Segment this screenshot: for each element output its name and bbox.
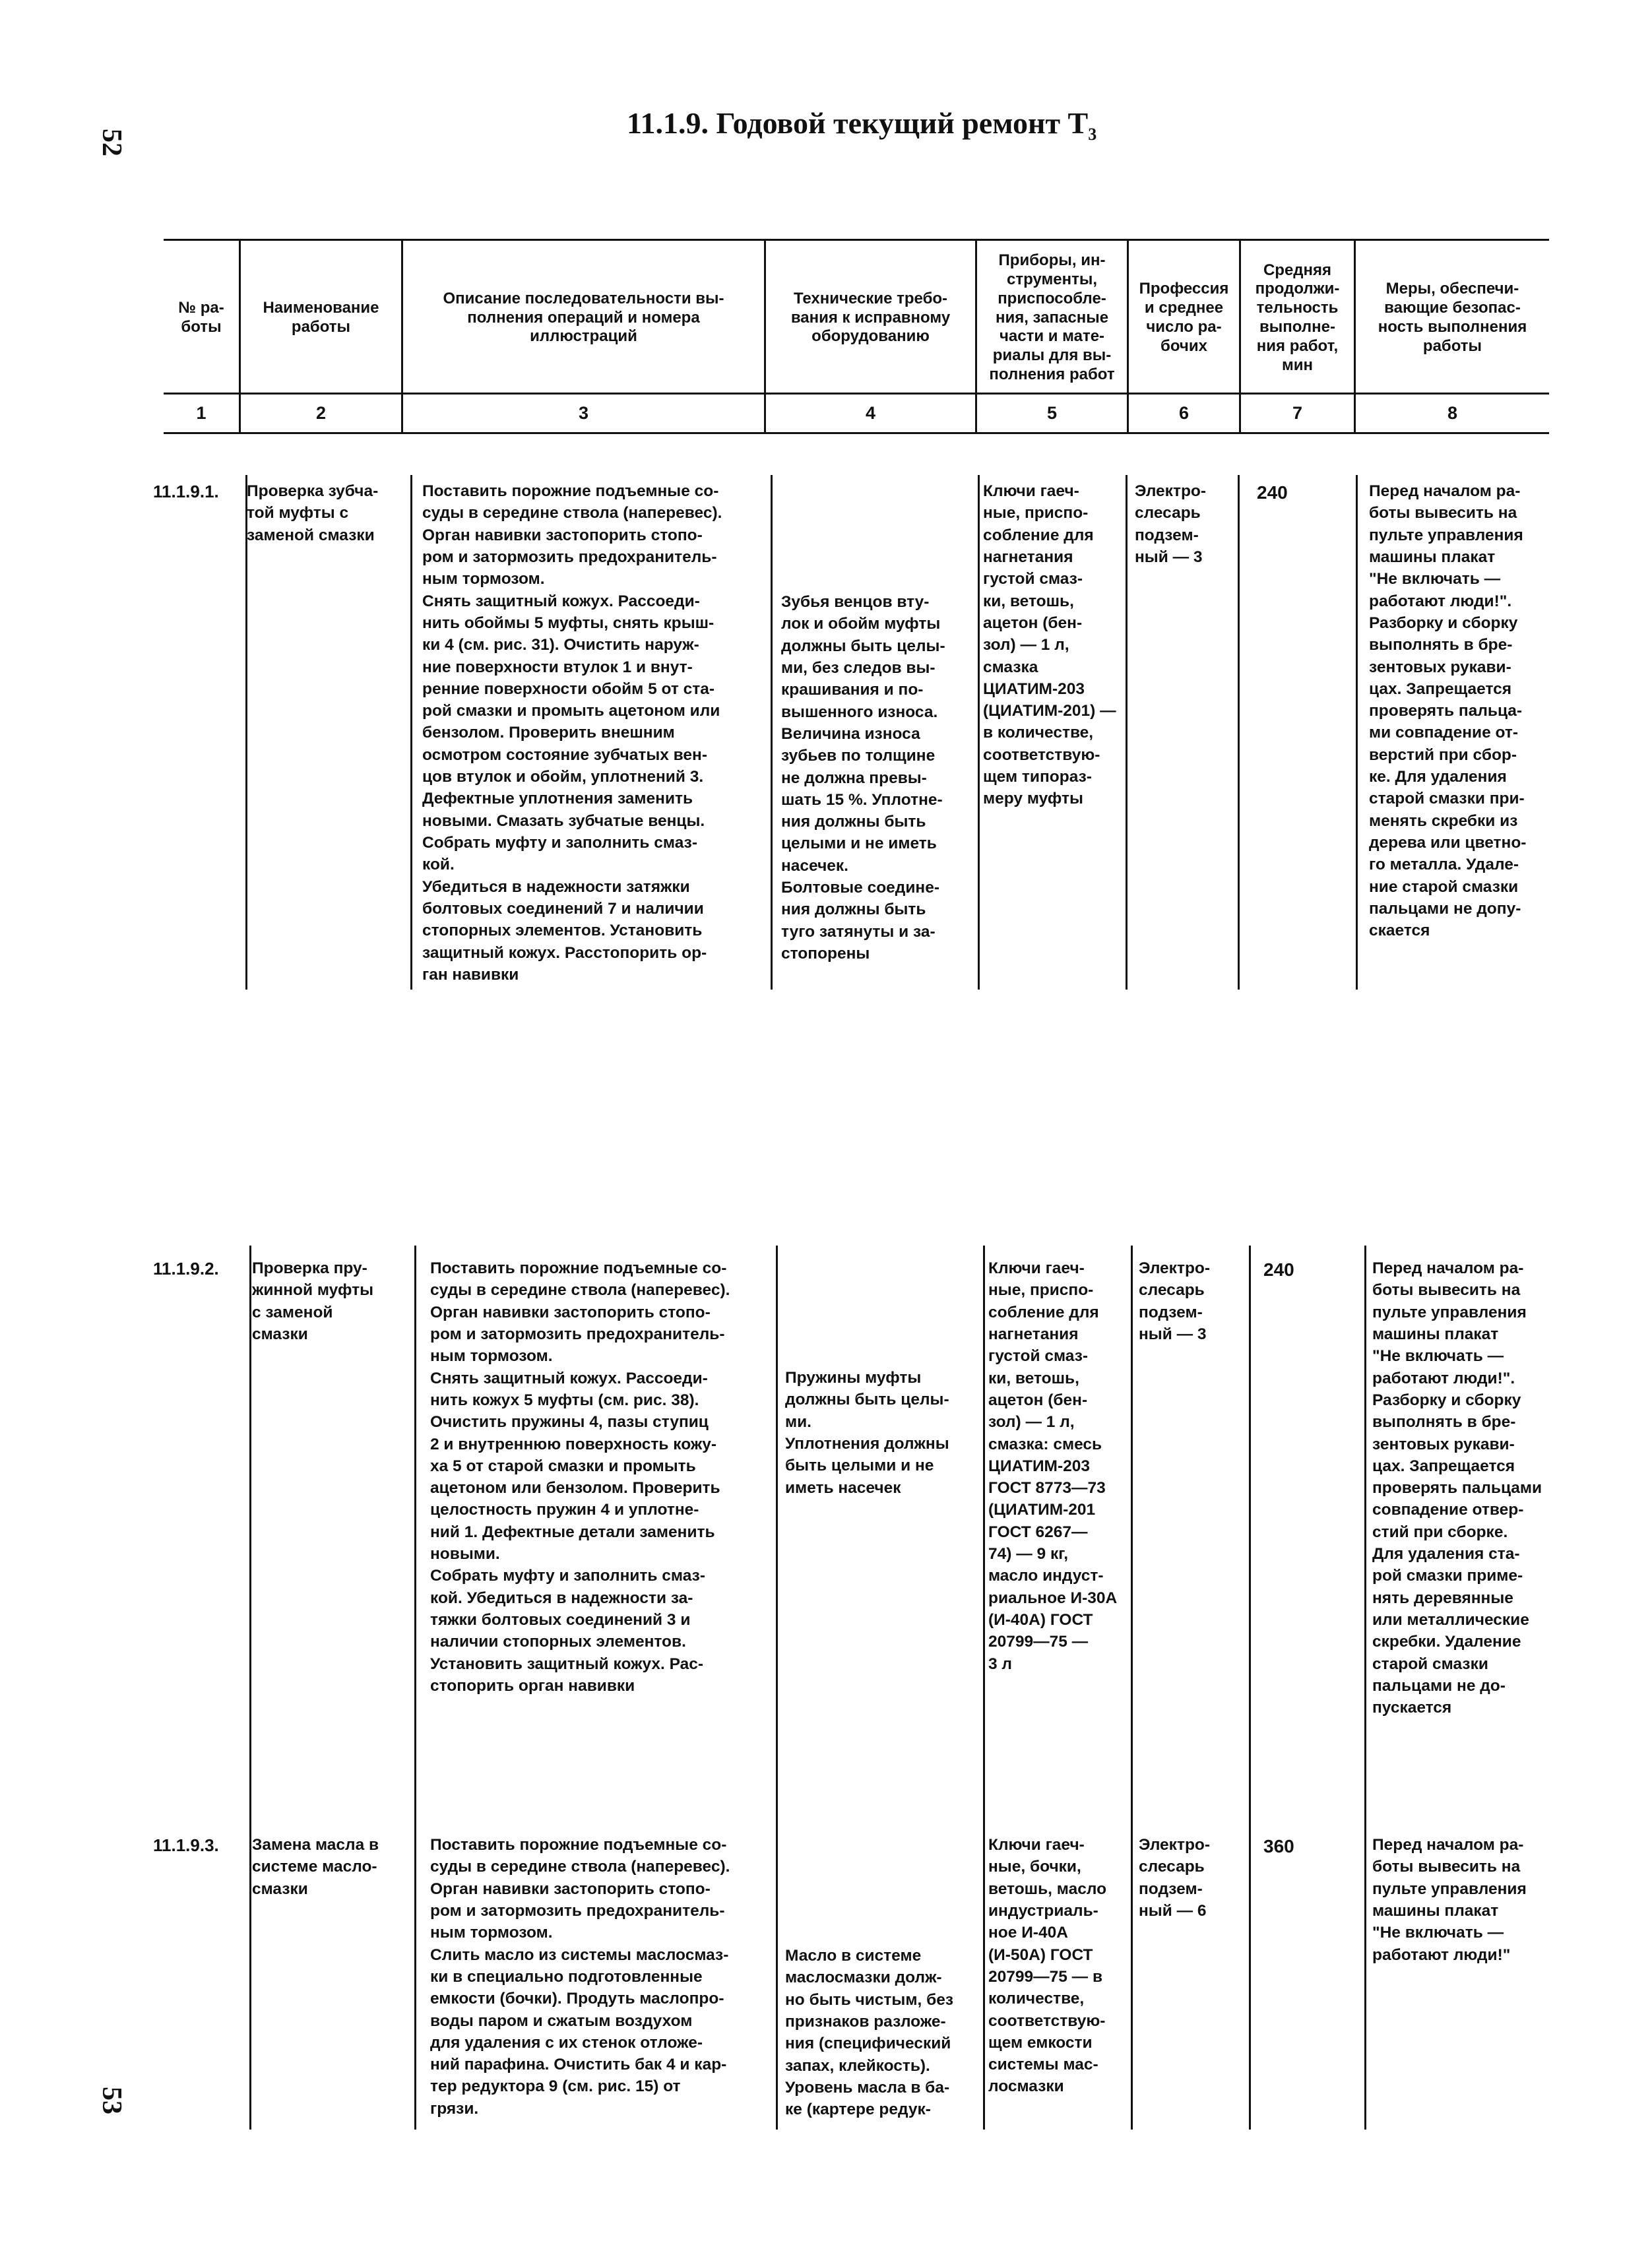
table-row-3-duration: 360 bbox=[1263, 1836, 1294, 1856]
table-row-2-name: Проверка пру- жинной муфты с заменой смазки bbox=[252, 1259, 374, 1343]
table-row-2-duration: 240 bbox=[1263, 1259, 1294, 1280]
table-row-3-requirements: Масло в системе маслосмазки долж- но быть чистым, без признаков разложе- ния (специфический запах, клейкость). Уровень масла в ба- ке (картере редук- bbox=[785, 1947, 954, 2119]
table-row-2-tools: Ключи гаеч- ные, приспо- собление для нагнетания густой смаз- ки, ветошь, ацетон (бен- зол) — 1 л, смазка: смесь ЦИАТИМ-203 ГОСТ 8773—73 (ЦИАТИМ-201 ГОСТ 6267— 74) — 9 кг, масло индуст- риальное И-30А (И-40А) ГОСТ 20799—75 — 3 л bbox=[988, 1259, 1118, 1673]
table-row-1-tools: Ключи гаеч- ные, приспо- собление для нагнетания густой смаз- ки, ветошь, ацетон (бен- зол) — 1 л, смазка ЦИАТИМ-203 (ЦИАТИМ-201) — в количестве, соответствую- щем типораз- меру муфты bbox=[983, 482, 1116, 808]
table-row-3-safety: Перед началом ра- боты вывесить на пульте управления машины плакат "Не включать — работают люди!" bbox=[1372, 1836, 1527, 1964]
header-col-5: Приборы, ин- струменты, приспособле- ния, запасные части и мате- риалы для вы- полнения работ bbox=[989, 251, 1115, 383]
row1-line-2 bbox=[410, 475, 412, 990]
column-number-2: 2 bbox=[315, 402, 327, 423]
row2-line-2 bbox=[414, 1246, 416, 2130]
row1-line-4 bbox=[978, 475, 980, 990]
header-col-2: Наименование работы bbox=[263, 299, 379, 336]
table-row-3-profession: Электро- слесарь подзем- ный — 6 bbox=[1139, 1836, 1211, 1920]
column-number-8: 8 bbox=[1447, 402, 1458, 423]
table-row-1-requirements: Зубья венцов вту- лок и обойм муфты должны быть целы- ми, без следов вы- крашивания и по- вышенного износа. Величина износа зубьев по толщине не должна превы- шать 15 %. Уплотне- ния должны быть целыми и не иметь насечек. Болтовые соедине- ния должны быть туго затянуты и за- стопорены bbox=[781, 593, 945, 963]
row2-line-4 bbox=[983, 1246, 985, 2130]
table-row-1-profession: Электро- слесарь подзем- ный — 3 bbox=[1135, 482, 1207, 566]
table-row-1-name: Проверка зубча- той муфты с заменой смазки bbox=[247, 482, 379, 544]
section-title-text: 11.1.9. Годовой текущий ремонт Т bbox=[627, 106, 1089, 140]
table-row-3-tools: Ключи гаеч- ные, бочки, ветошь, масло индустриаль- ное И-40А (И-50А) ГОСТ 20799—75 — в количестве, соответствую- щем емкости системы мас- лосмазки bbox=[988, 1836, 1107, 2096]
column-number-3: 3 bbox=[578, 402, 589, 423]
table-row-2-safety: Перед началом ра- боты вывесить на пульте управления машины плакат "Не включать — работают люди!". Разборку и сборку выполнять в бре- зентовых рукави- цах. Запрещается проверять пальцами совпадение отвер- стий при сборке. Для удаления ста- рой смазки приме- нять деревянные или металлические скребки. Удаление старой смазки пальцами не до- пускается bbox=[1372, 1259, 1542, 1717]
column-number-6: 6 bbox=[1178, 402, 1190, 423]
number-row-rule bbox=[164, 432, 1549, 434]
header-col-4: Технические требо- вания к исправному оборудованию bbox=[790, 289, 951, 346]
table-row-1-number: 11.1.9.1. bbox=[153, 482, 219, 501]
table-row-3-name: Замена масла в системе масло- смазки bbox=[252, 1836, 379, 1898]
table-top-rule bbox=[164, 239, 1549, 241]
column-number-5: 5 bbox=[1046, 402, 1058, 423]
page-number-bottom: 53 bbox=[96, 2087, 127, 2114]
table-row-3-number: 11.1.9.3. bbox=[153, 1835, 219, 1855]
header-col-3: Описание последовательности вы- полнения операций и номера иллюстраций bbox=[443, 289, 724, 346]
column-number-4: 4 bbox=[865, 402, 876, 423]
row2-line-7 bbox=[1364, 1246, 1366, 2130]
table-row-1-safety: Перед началом ра- боты вывесить на пульте управления машины плакат "Не включать — работают люди!". Разборку и сборку выполнять в бре- зентовых рукави- цах. Запрещается проверять пальца- ми совпадение от- верстий при сбор- ке. Для удаления старой смазки при- менять скребки из дерева или цветно- го металла. Удале- ние старой смазки пальцами не допу- скается bbox=[1369, 482, 1527, 940]
column-number-7: 7 bbox=[1292, 402, 1303, 423]
header-col-1: № ра- боты bbox=[178, 299, 224, 336]
row1-line-7 bbox=[1356, 475, 1358, 990]
table-row-1-duration: 240 bbox=[1257, 482, 1288, 503]
header-rule bbox=[164, 393, 1549, 395]
column-number-1: 1 bbox=[196, 402, 206, 423]
section-title-subscript: 3 bbox=[1088, 125, 1097, 144]
row1-line-6 bbox=[1238, 475, 1240, 990]
table-row-2-requirements: Пружины муфты должны быть целы- ми. Уплотнения должны быть целыми и не иметь насечек bbox=[785, 1369, 949, 1497]
table-row-2-profession: Электро- слесарь подзем- ный — 3 bbox=[1139, 1259, 1211, 1343]
row1-line-1 bbox=[245, 475, 247, 990]
table-row-3-description: Поставить порожние подъемные со- суды в середине ствола (наперевес). Орган навивки застопорить стопо- ром и затормозить предохранитель- ным тормозом. Слить масло из системы маслосмаз- ки в специально подготовленные емкости (бочки). Продуть маслопро- воды паром и сжатым воздухом для удаления с их стенок отложе- ний парафина. Очистить бак 4 и кар- тер редуктора 9 (см. рис. 15) от грязи. bbox=[430, 1836, 730, 2118]
row2-line-6 bbox=[1249, 1246, 1251, 2130]
header-col-6: Профессия и среднее число ра- бочих bbox=[1139, 280, 1229, 355]
header-col-8: Меры, обеспечи- вающие безопас- ность выполнения работы bbox=[1378, 280, 1527, 355]
page-number-top: 52 bbox=[96, 129, 127, 156]
row2-line-1 bbox=[249, 1246, 251, 2130]
section-title bbox=[627, 106, 1096, 144]
table-row-2-number: 11.1.9.2. bbox=[153, 1259, 219, 1279]
header-col-7: Средняя продолжи- тельность выполне- ния работ, мин bbox=[1255, 261, 1340, 374]
table-row-1-description: Поставить порожние подъемные со- суды в середине ствола (наперевес). Орган навивки застопорить стопо- ром и затормозить предохранитель- ным тормозом. Снять защитный кожух. Рассоеди- нить обоймы 5 муфты, снять крыш- ки 4 (см. рис. 31). Очистить наруж- ние поверхности втулок 1 и внут- ренние поверхности обойм 5 от ста- рой смазки и промыть ацетоном или бензолом. Проверить внешним осмотром состояние зубчатых вен- цов втулок и обойм, уплотнений 3. Дефектные уплотнения заменить новыми. Смазать зубчатые венцы. Собрать муфту и заполнить смаз- кой. Убедиться в надежности затяжки болтовых соединений 7 и наличии стопорных элементов. Установить защитный кожух. Расстопорить ор- ган навивки bbox=[422, 482, 722, 984]
table-row-2-description: Поставить порожние подъемные со- суды в середине ствола (наперевес). Орган навивки застопорить стопо- ром и затормозить предохранитель- ным тормозом. Снять защитный кожух. Рассоеди- нить кожух 5 муфты (см. рис. 38). Очистить пружины 4, пазы ступиц 2 и внутреннюю поверхность кожу- ха 5 от старой смазки и промыть ацетоном или бензолом. Проверить целостность пружин 4 и уплотне- ний 1. Дефектные детали заменить новыми. Собрать муфту и заполнить смаз- кой. Убедиться в надежности за- тяжки болтовых соединений 3 и наличии стопорных элементов. Установить защитный кожух. Рас- стопорить орган навивки bbox=[430, 1259, 730, 1695]
